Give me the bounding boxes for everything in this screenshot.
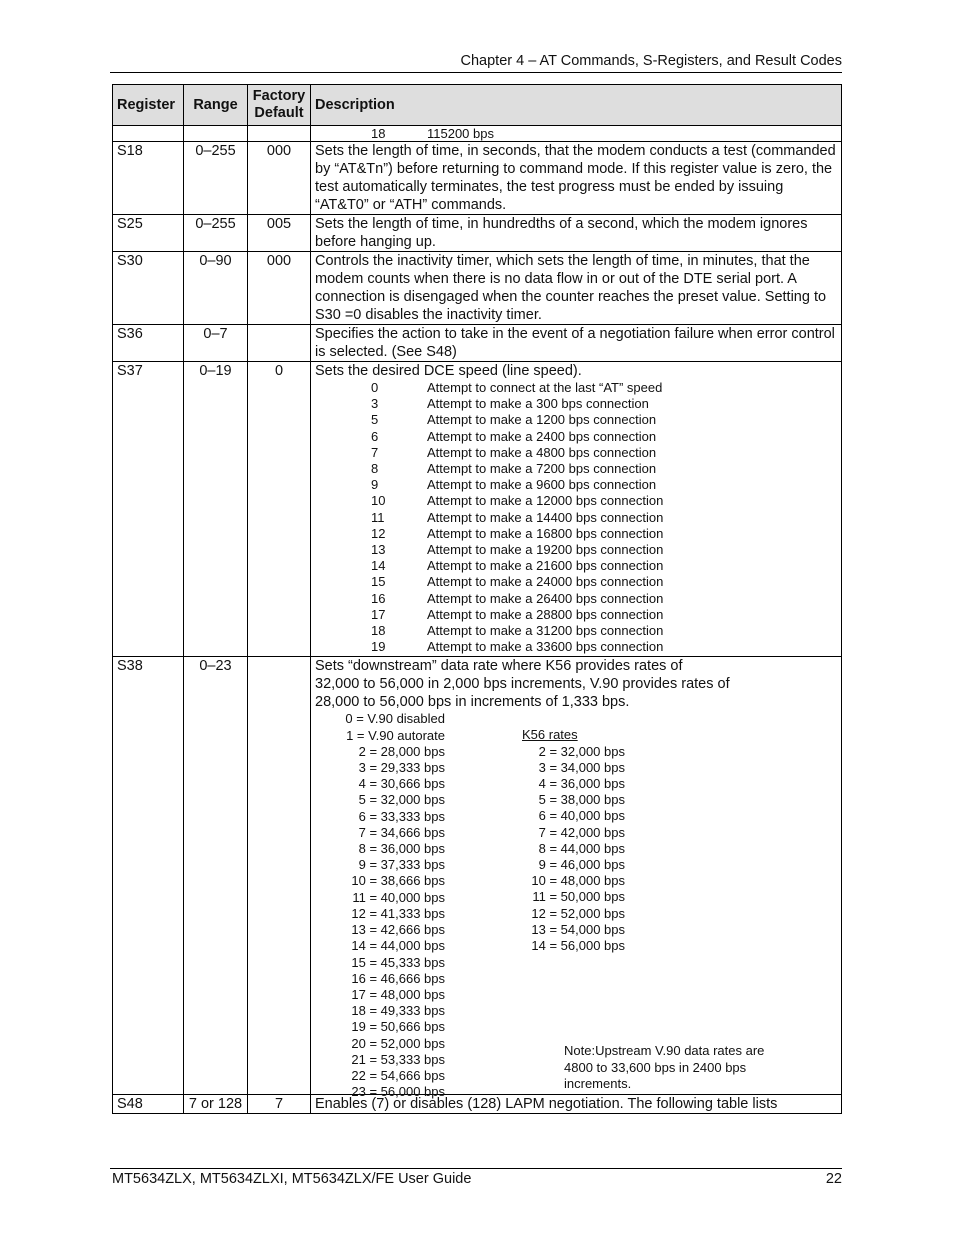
- table-row-s18: [113, 142, 842, 215]
- option-value: 9: [371, 477, 379, 493]
- footer-title: MT5634ZLX, MT5634ZLXI, MT5634ZLX/FE User Guide: [112, 1171, 472, 1187]
- option-text: Attempt to make a 14400 bps connection: [427, 509, 664, 525]
- description-line: 32,000 to 56,000 in 2,000 bps increments, V.90 provides rates of: [315, 676, 730, 693]
- col-factory-line2: Default: [254, 105, 304, 121]
- speed-option: [371, 558, 837, 574]
- col-description: Description: [311, 85, 842, 126]
- option-value: 6: [371, 428, 379, 444]
- option-value: 11: [371, 509, 385, 525]
- k56-rate: 5 = 38,000 bps: [538, 792, 625, 808]
- option-text: 115200 bps: [427, 126, 494, 141]
- option-value: 16: [371, 590, 386, 606]
- cell-range: 0–255: [184, 142, 248, 215]
- v90-rate: 18 = 49,333 bps: [351, 1003, 445, 1019]
- description-text: Enables (7) or disables (128) LAPM negotiation. The following table lists: [315, 1096, 778, 1113]
- option-value: 12: [371, 525, 386, 541]
- v90-rate: 5 = 32,000 bps: [358, 792, 445, 808]
- option-text: Attempt to make a 28800 bps connection: [427, 606, 664, 622]
- cell-empty: [248, 126, 311, 142]
- cell-range: 0–90: [184, 252, 248, 325]
- option-text: Attempt to make a 24000 bps connection: [427, 574, 664, 590]
- v90-rate: 13 = 42,666 bps: [351, 922, 445, 938]
- speed-option-list: [315, 380, 837, 656]
- option-text: Attempt to make a 31200 bps connection: [427, 623, 664, 639]
- speed-option: [371, 574, 837, 590]
- description-line: Sets “downstream” data rate where K56 provides rates of: [315, 658, 683, 675]
- v90-rate: 2 = 28,000 bps: [358, 743, 445, 759]
- cell-range: 7 or 128: [184, 1095, 248, 1114]
- v90-rate: 9 = 37,333 bps: [358, 857, 445, 873]
- v90-rate: 3 = 29,333 bps: [358, 760, 445, 776]
- page-number: 22: [825, 1171, 842, 1187]
- option-text: Attempt to make a 1200 bps connection: [427, 412, 657, 428]
- cell-default: [248, 657, 311, 1095]
- option-value: 15: [371, 574, 386, 590]
- v90-rate-list: [315, 711, 445, 1100]
- speed-option: [371, 639, 837, 655]
- s-register-table: [112, 84, 842, 1114]
- k56-rate: 6 = 40,000 bps: [538, 808, 625, 824]
- k56-rate: 2 = 32,000 bps: [538, 743, 625, 759]
- cell-register: S30: [113, 252, 184, 325]
- speed-option: [371, 412, 837, 428]
- col-range: Range: [184, 85, 248, 126]
- v90-rate: 4 = 30,666 bps: [358, 776, 445, 792]
- col-register: Register: [113, 85, 184, 126]
- cell-register: S37: [113, 362, 184, 657]
- chapter-header: Chapter 4 – AT Commands, S-Registers, and Result Codes: [460, 53, 842, 69]
- v90-rate: 12 = 41,333 bps: [351, 905, 445, 921]
- speed-option: [371, 429, 837, 445]
- table-row-s36: [113, 325, 842, 362]
- cell-register: S36: [113, 325, 184, 362]
- cell-description: [311, 252, 842, 325]
- v90-rate: 22 = 54,666 bps: [351, 1067, 445, 1083]
- cell-default: 7: [248, 1095, 311, 1114]
- cell-register: S18: [113, 142, 184, 215]
- k56-rate: 4 = 36,000 bps: [538, 776, 625, 792]
- k56-rate: 14 = 56,000 bps: [531, 938, 625, 954]
- k56-rate: 12 = 52,000 bps: [531, 905, 625, 921]
- cell-range: 0–23: [184, 657, 248, 1095]
- option-value: 19: [371, 639, 386, 655]
- table-row-s30: [113, 252, 842, 325]
- option-value: 10: [371, 493, 386, 509]
- speed-option: [371, 607, 837, 623]
- v90-rate: 8 = 36,000 bps: [358, 841, 445, 857]
- k56-rate: 9 = 46,000 bps: [538, 857, 625, 873]
- option-text: Attempt to make a 300 bps connection: [427, 396, 649, 412]
- speed-option: [371, 380, 837, 396]
- cell-range: 0–19: [184, 362, 248, 657]
- k56-rate-list: [515, 727, 625, 954]
- description-text: Sets the desired DCE speed (line speed).: [315, 363, 582, 379]
- cell-description: [311, 657, 842, 1100]
- speed-option: [371, 542, 837, 558]
- k56-rate: 13 = 54,000 bps: [531, 921, 625, 937]
- option-text: Attempt to make a 21600 bps connection: [427, 558, 664, 574]
- k56-heading: K56 rates: [522, 727, 578, 743]
- upstream-note: [564, 1043, 804, 1092]
- description-line: 28,000 to 56,000 bps in increments of 1,333 bps.: [315, 694, 630, 711]
- table-row-s37: [113, 362, 842, 657]
- option-text: Attempt to make a 2400 bps connection: [427, 428, 657, 444]
- cell-description: [311, 362, 842, 657]
- k56-rate: 7 = 42,000 bps: [538, 824, 625, 840]
- v90-rate: 21 = 53,333 bps: [351, 1051, 445, 1067]
- cell-default: 000: [248, 252, 311, 325]
- v90-rate: 19 = 50,666 bps: [351, 1019, 445, 1035]
- v90-rate: 20 = 52,000 bps: [351, 1035, 445, 1051]
- v90-rate: 1 = V.90 autorate: [346, 727, 445, 743]
- k56-rate: 8 = 44,000 bps: [538, 840, 625, 856]
- description-text: Sets the length of time, in hundredths of a second, which the modem ignores before hanging up.: [315, 216, 808, 250]
- k56-rate: 10 = 48,000 bps: [531, 873, 625, 889]
- option-text: Attempt to connect at the last “AT” speed: [427, 380, 663, 395]
- option-value: 3: [371, 396, 379, 412]
- option-text: Attempt to make a 9600 bps connection: [427, 477, 657, 493]
- cell-default: 000: [248, 142, 311, 215]
- header-rule: [110, 72, 842, 73]
- description-text: Specifies the action to take in the event of a negotiation failure when error control is selected. (See S48): [315, 326, 835, 360]
- k56-rate: 11 = 50,000 bps: [532, 889, 625, 905]
- cell-range: 0–7: [184, 325, 248, 362]
- v90-rate: 11 = 40,000 bps: [352, 889, 445, 905]
- v90-rate: 16 = 46,666 bps: [351, 970, 445, 986]
- note-line: 4800 to 33,600 bps in 2400 bps: [564, 1059, 747, 1075]
- option-text: Attempt to make a 26400 bps connection: [427, 590, 664, 606]
- speed-option: [371, 623, 837, 639]
- description-text: Sets the length of time, in seconds, that the modem conducts a test (commanded by “AT&Tn”) before returning to command mode. If this register value is zero, the test automatically terminates, the test progress must be ended by issuing “AT&T0” or “ATH” commands.: [315, 143, 836, 213]
- description-text: Controls the inactivity timer, which sets the length of time, in minutes, that the modem counts when there is no data flow in or out of the DTE serial port. A connection is disengaged when the counter reaches the preset value. Setting to S30 =0 disables the inactivity timer.: [315, 253, 827, 323]
- cell-register: S38: [113, 657, 184, 1095]
- v90-rate: 7 = 34,666 bps: [358, 824, 445, 840]
- option-text: Attempt to make a 12000 bps connection: [427, 493, 664, 509]
- option-value: 7: [371, 444, 379, 460]
- cell-description: [311, 142, 842, 215]
- speed-option: [371, 493, 837, 509]
- col-factory-line1: Factory: [252, 88, 306, 104]
- speed-option: [371, 396, 837, 412]
- cell-empty: [184, 126, 248, 142]
- speed-option: [371, 445, 837, 461]
- option-text: Attempt to make a 16800 bps connection: [427, 525, 664, 541]
- v90-rate: 6 = 33,333 bps: [358, 808, 445, 824]
- option-value: 14: [371, 558, 386, 574]
- option-text: Attempt to make a 4800 bps connection: [427, 444, 657, 460]
- speed-option: [371, 526, 837, 542]
- cell-default: 005: [248, 215, 311, 252]
- table-header-row: [113, 85, 842, 126]
- cell-description: [311, 325, 842, 362]
- table-row-s38: [113, 657, 842, 1095]
- v90-rate: 15 = 45,333 bps: [351, 954, 445, 970]
- note-line: increments.: [564, 1075, 632, 1091]
- v90-rate: 17 = 48,000 bps: [351, 986, 445, 1002]
- cell-continuation: [311, 126, 842, 142]
- v90-rate: 0 = V.90 disabled: [345, 711, 445, 727]
- option-value: 18: [371, 623, 386, 639]
- note-line: Note:Upstream V.90 data rates are: [564, 1043, 765, 1059]
- option-value: 0: [371, 380, 379, 395]
- option-value: 13: [371, 542, 386, 558]
- col-factory-default: [248, 85, 311, 126]
- v90-rate: 14 = 44,000 bps: [351, 938, 445, 954]
- speed-option: [371, 591, 837, 607]
- option-value: 17: [371, 606, 386, 622]
- rate-grid: [315, 711, 837, 1100]
- table-row-s48: [113, 1095, 842, 1114]
- v90-rate: 23 = 56,000 bps: [351, 1084, 445, 1100]
- cell-default: 0: [248, 362, 311, 657]
- cell-empty: [113, 126, 184, 142]
- cell-range: 0–255: [184, 215, 248, 252]
- option-value: 8: [371, 461, 379, 477]
- cell-register: S25: [113, 215, 184, 252]
- speed-option: [371, 461, 837, 477]
- speed-option: [371, 477, 837, 493]
- option-text: Attempt to make a 33600 bps connection: [427, 639, 664, 655]
- cell-description: [311, 215, 842, 252]
- k56-rate: 3 = 34,000 bps: [538, 759, 625, 775]
- cell-default: [248, 325, 311, 362]
- cell-register: S48: [113, 1095, 184, 1114]
- v90-rate: 10 = 38,666 bps: [351, 873, 445, 889]
- footer-rule: [110, 1168, 842, 1169]
- option-value: 5: [371, 412, 379, 428]
- option-value: 18: [371, 126, 386, 141]
- speed-option: [371, 510, 837, 526]
- option-text: Attempt to make a 19200 bps connection: [427, 542, 664, 558]
- table-row-s25: [113, 215, 842, 252]
- table-row-continuation: [113, 126, 842, 142]
- option-text: Attempt to make a 7200 bps connection: [427, 461, 657, 477]
